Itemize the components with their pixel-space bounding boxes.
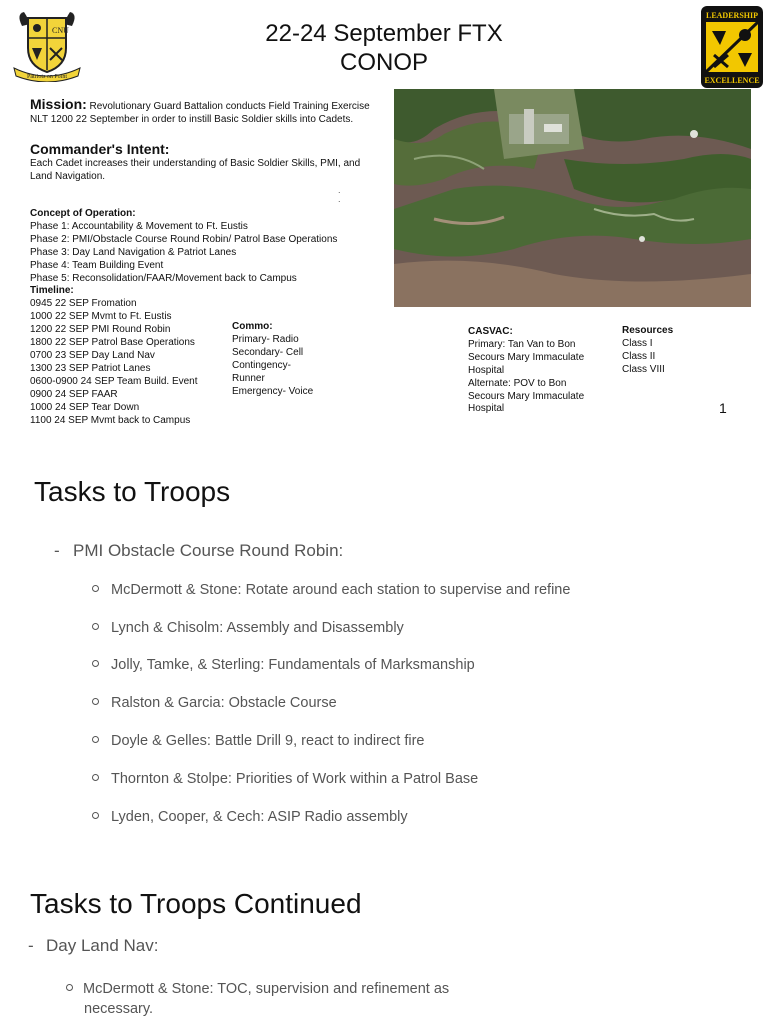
- casvac-item: Hospital: [468, 364, 505, 376]
- task-item: [92, 809, 408, 825]
- timeline-item: 0900 24 SEP FAAR: [30, 388, 118, 400]
- task-text: Lynch & Chisolm: Assembly and Disassembly: [111, 620, 404, 636]
- commo-item: Primary- Radio: [232, 333, 299, 345]
- mission-statement: [30, 98, 385, 126]
- task-text: Lyden, Cooper, & Cech: ASIP Radio assembly: [111, 809, 408, 825]
- dash-bullet: -: [54, 541, 60, 560]
- casvac-item: Hospital: [468, 403, 505, 415]
- timeline-item: 1800 22 SEP Patrol Base Operations: [30, 337, 195, 349]
- timeline-item: 1200 22 SEP PMI Round Robin: [30, 324, 171, 336]
- intent-text: Each Cadet increases their understanding of Basic Soldier Skills, PMI, and Land Navigation.: [30, 158, 361, 182]
- timeline-item: 1000 22 SEP Mvmt to Ft. Eustis: [30, 311, 172, 323]
- commo-block: [232, 321, 313, 398]
- aerial-map-image: [394, 89, 751, 307]
- circle-bullet-icon: [92, 736, 99, 743]
- commo-heading: Commo:: [232, 321, 273, 332]
- task-item: [92, 620, 404, 636]
- resources-item: Class I: [622, 337, 653, 349]
- circle-bullet-icon: [92, 660, 99, 667]
- task-text: Thornton & Stolpe: Priorities of Work within a Patrol Base: [111, 771, 479, 787]
- crest-ribbon: Patriots on Point: [26, 74, 68, 80]
- timeline-item: 0945 22 SEP Fromation: [30, 298, 137, 310]
- battalion-crest-logo: [10, 8, 84, 82]
- casvac-item: Secours Mary Immaculate: [468, 351, 585, 363]
- intent-heading: Commander's Intent:: [30, 141, 170, 157]
- commo-item: Emergency- Voice: [232, 385, 314, 397]
- task-text: Doyle & Gelles: Battle Drill 9, react to indirect fire: [111, 733, 425, 749]
- title-line-1: 22-24 September FTX: [265, 20, 503, 47]
- task-text: Ralston & Garcia: Obstacle Course: [111, 695, 337, 711]
- resources-heading: Resources: [622, 325, 674, 336]
- logo-bottom-text: EXCELLENCE: [704, 76, 760, 85]
- task-text: McDermott & Stone: TOC, supervision and refinement as: [83, 981, 450, 997]
- commo-item: Contingency-: [232, 359, 291, 371]
- timeline-item: 1000 24 SEP Tear Down: [30, 401, 140, 413]
- casvac-heading: CASVAC:: [468, 326, 513, 337]
- crest-letters: CNU: [52, 26, 69, 35]
- circle-bullet-icon: [92, 774, 99, 781]
- mission-label: Mission:: [30, 96, 87, 112]
- casvac-item: Primary: Tan Van to Bon: [468, 338, 576, 350]
- task-item: [92, 657, 475, 673]
- section-heading: Tasks to Troops: [34, 476, 231, 507]
- page-title: [0, 19, 768, 77]
- task-item: [92, 695, 337, 711]
- commo-item: Secondary- Cell: [232, 346, 304, 358]
- circle-bullet-icon: [92, 585, 99, 592]
- concept-of-operation: [30, 208, 390, 427]
- phase-item: Phase 4: Team Building Event: [30, 259, 164, 271]
- circle-bullet-icon: [92, 698, 99, 705]
- title-line-2: CONOP: [339, 49, 428, 76]
- resources-item: Class VIII: [622, 363, 665, 375]
- task-text: Jolly, Tamke, & Sterling: Fundamentals of Marksmanship: [111, 657, 475, 673]
- section-heading-continued: Tasks to Troops Continued: [30, 888, 362, 919]
- task-item: [66, 979, 486, 1000]
- phase-item: Phase 2: PMI/Obstacle Course Round Robin/ Patrol Base Operations: [30, 233, 338, 245]
- task-text-continued: necessary.: [84, 1001, 154, 1017]
- circle-bullet-icon: [66, 984, 73, 991]
- decorative-dots: . .: [338, 185, 341, 204]
- task-text: McDermott & Stone: Rotate around each station to supervise and refine: [111, 582, 571, 598]
- logo-top-text: LEADERSHIP: [705, 11, 759, 20]
- phase-item: Phase 5: Reconsolidation/FAAR/Movement back to Campus: [30, 272, 297, 284]
- resources-item: Class II: [622, 350, 656, 362]
- circle-bullet-icon: [92, 623, 99, 630]
- dash-bullet: -: [28, 936, 34, 955]
- phase-item: Phase 1: Accountability & Movement to Ft. Eustis: [30, 220, 248, 232]
- casvac-item: Secours Mary Immaculate: [468, 390, 585, 402]
- timeline-item: 0600-0900 24 SEP Team Build. Event: [30, 375, 198, 387]
- concept-heading: Concept of Operation:: [30, 208, 136, 219]
- phase-item: Phase 3: Day Land Navigation & Patriot Lanes: [30, 246, 237, 258]
- task-item: [92, 771, 478, 787]
- resources-block: [622, 325, 673, 377]
- casvac-block: [468, 326, 608, 416]
- task-item: [92, 582, 570, 598]
- rotc-leadership-excellence-logo: [700, 5, 764, 89]
- commo-item: Runner: [232, 372, 265, 384]
- casvac-item: Alternate: POV to Bon: [468, 377, 567, 389]
- section-subheading: PMI Obstacle Course Round Robin:: [73, 541, 344, 560]
- timeline-heading: Timeline:: [30, 285, 74, 297]
- page-number: 1: [719, 400, 727, 416]
- timeline-item: 0700 23 SEP Day Land Nav: [30, 349, 155, 361]
- timeline-item: 1300 23 SEP Patriot Lanes: [30, 362, 151, 374]
- mission-text: Revolutionary Guard Battalion conducts Field Training Exercise NLT 1200 22 September in order to instill Basic Soldier skills into Cadets.: [30, 101, 370, 125]
- section-subheading: Day Land Nav:: [46, 936, 159, 955]
- timeline-item: 1100 24 SEP Mvmt back to Campus: [30, 414, 191, 426]
- circle-bullet-icon: [92, 812, 99, 819]
- task-item: [92, 733, 424, 749]
